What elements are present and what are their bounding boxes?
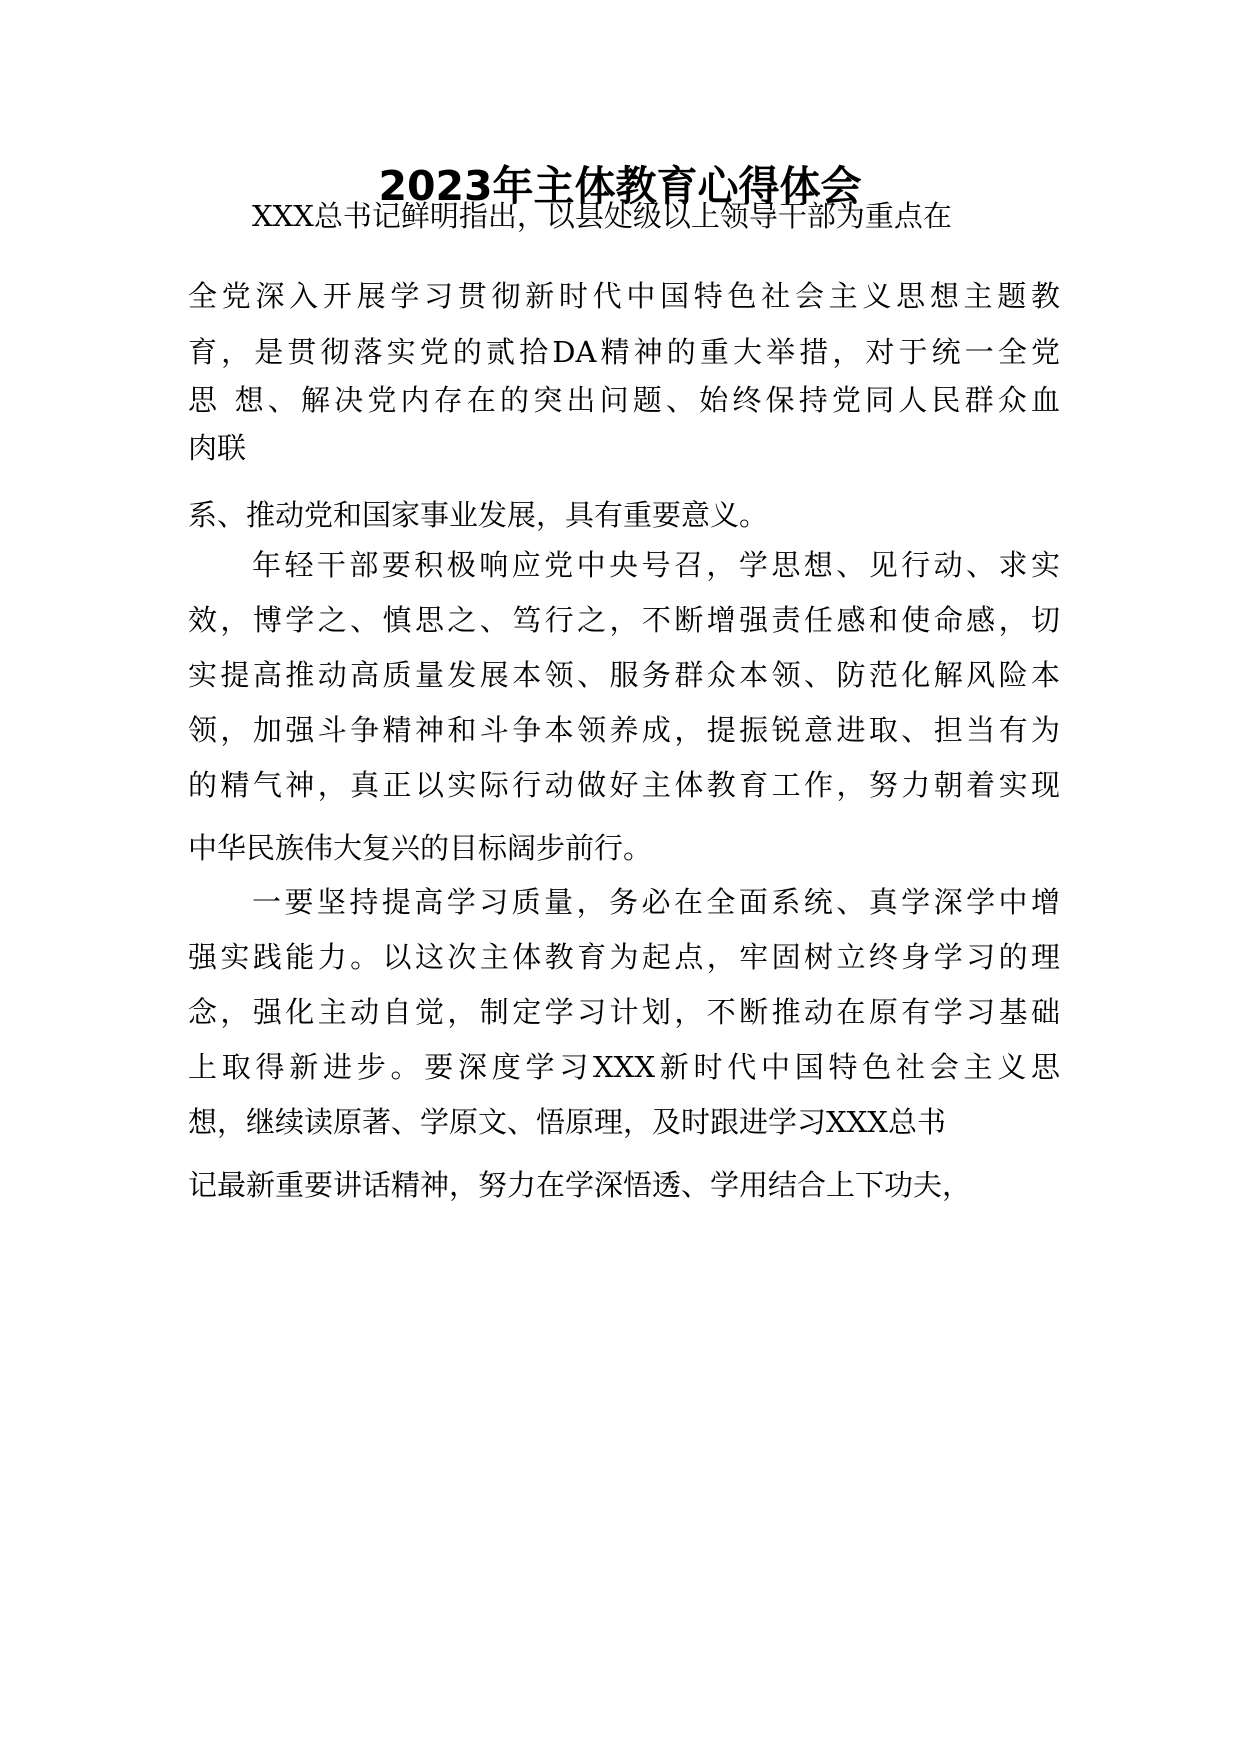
body-line: 思 想、解决党内存在的突出问题、始终保持党同人民群众血 [188, 383, 1060, 417]
body-line: 实提高推动高质量发展本领、服务群众本领、防范化解风险本 [188, 658, 1060, 692]
body-line: 领，加强斗争精神和斗争本领养成，提振锐意进取、担当有为 [188, 713, 1060, 747]
body-line: 记最新重要讲话精神，努力在学深悟透、学用结合上下功夫， [188, 1168, 972, 1202]
body-line: 想，继续读原著、学原文、悟原理，及时跟进学习XXX总书 [188, 1105, 946, 1139]
body-line: 全党深入开展学习贯彻新时代中国特色社会主义思想主题教 [188, 279, 1060, 313]
body-line: 肉联 [188, 431, 247, 465]
body-line: 的精气神，真正以实际行动做好主体教育工作，努力朝着实现 [188, 768, 1060, 802]
body-line: 年轻干部要积极响应党中央号召，学思想、见行动、求实 [252, 548, 1060, 582]
body-line: 念，强化主动自觉，制定学习计划，不断推动在原有学习基础 [188, 995, 1060, 1029]
body-line: 育，是贯彻落实党的贰拾DA精神的重大举措，对于统一全党 [188, 335, 1060, 369]
body-line: 一要坚持提高学习质量，务必在全面系统、真学深学中增 [252, 885, 1060, 919]
document-title: 2023年主体教育心得体会 [378, 162, 862, 210]
body-line: 中华民族伟大复兴的目标阔步前行。 [188, 831, 653, 865]
body-line: 效，博学之、慎思之、笃行之，不断增强责任感和使命感，切 [188, 603, 1060, 637]
body-line: 系、推动党和国家事业发展，具有重要意义。 [188, 498, 769, 532]
body-line: XXX总书记鲜明指出，以县处级以上领导干部为重点在 [252, 199, 952, 233]
body-line: 强实践能力。以这次主体教育为起点，牢固树立终身学习的理 [188, 940, 1060, 974]
body-line: 上取得新进步。要深度学习XXX新时代中国特色社会主义思 [188, 1050, 1060, 1084]
